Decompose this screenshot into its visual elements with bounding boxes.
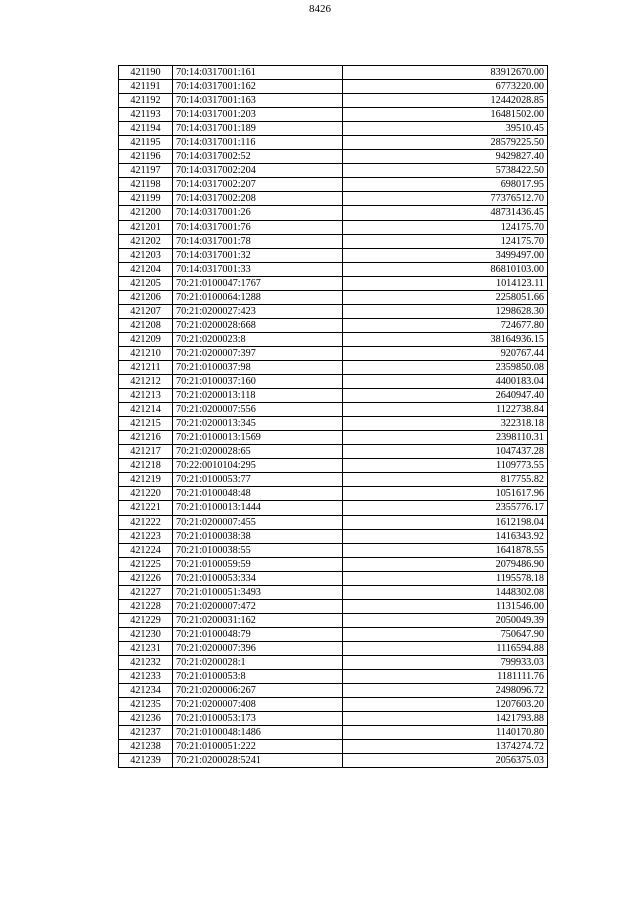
cadastral-number-cell: 70:21:0100051:3493: [173, 585, 343, 599]
cadastral-number-cell: 70:21:0200028:5241: [173, 754, 343, 768]
row-number-cell: 421213: [119, 389, 173, 403]
cadastral-value-table: [118, 65, 548, 768]
cadastral-number-cell: 70:14:0317001:162: [173, 80, 343, 94]
cadastral-value-cell: 1122738.84: [343, 403, 548, 417]
cadastral-value-cell: 1131546.00: [343, 599, 548, 613]
cadastral-number-cell: 70:21:0100053:77: [173, 473, 343, 487]
table-row: [119, 459, 548, 473]
cadastral-value-cell: 2258051.66: [343, 290, 548, 304]
cadastral-value-cell: 1181111.76: [343, 670, 548, 684]
row-number-cell: 421228: [119, 599, 173, 613]
cadastral-value-cell: 38164936.15: [343, 332, 548, 346]
row-number-cell: 421235: [119, 698, 173, 712]
cadastral-number-cell: 70:14:0317001:161: [173, 66, 343, 80]
cadastral-value-cell: 2498096.72: [343, 684, 548, 698]
table-row: [119, 375, 548, 389]
row-number-cell: 421203: [119, 248, 173, 262]
cadastral-number-cell: 70:14:0317001:163: [173, 94, 343, 108]
row-number-cell: 421218: [119, 459, 173, 473]
cadastral-number-cell: 70:22:0010104:295: [173, 459, 343, 473]
table-row: [119, 94, 548, 108]
cadastral-number-cell: 70:14:0317002:204: [173, 164, 343, 178]
cadastral-value-cell: 16481502.00: [343, 108, 548, 122]
row-number-cell: 421225: [119, 557, 173, 571]
cadastral-value-cell: 48731436.45: [343, 206, 548, 220]
cadastral-value-cell: 2050049.39: [343, 613, 548, 627]
cadastral-number-cell: 70:14:0317002:207: [173, 178, 343, 192]
page-number: 8426: [309, 3, 331, 15]
row-number-cell: 421208: [119, 318, 173, 332]
cadastral-value-cell: 2398110.31: [343, 431, 548, 445]
table-row: [119, 80, 548, 94]
table-row: [119, 318, 548, 332]
row-number-cell: 421199: [119, 192, 173, 206]
row-number-cell: 421197: [119, 164, 173, 178]
row-number-cell: 421196: [119, 150, 173, 164]
table-row: [119, 220, 548, 234]
table-row: [119, 136, 548, 150]
cadastral-value-cell: 4400183.04: [343, 375, 548, 389]
row-number-cell: 421202: [119, 234, 173, 248]
row-number-cell: 421207: [119, 304, 173, 318]
row-number-cell: 421229: [119, 613, 173, 627]
cadastral-value-cell: 1641878.55: [343, 543, 548, 557]
cadastral-value-cell: 1109773.55: [343, 459, 548, 473]
row-number-cell: 421224: [119, 543, 173, 557]
cadastral-value-cell: 12442028.85: [343, 94, 548, 108]
cadastral-number-cell: 70:14:0317001:33: [173, 262, 343, 276]
cadastral-number-cell: 70:21:0100037:160: [173, 375, 343, 389]
cadastral-value-cell: 2056375.03: [343, 754, 548, 768]
row-number-cell: 421234: [119, 684, 173, 698]
table-row: [119, 529, 548, 543]
cadastral-value-cell: 750647.90: [343, 627, 548, 641]
cadastral-number-cell: 70:21:0100053:173: [173, 712, 343, 726]
row-number-cell: 421222: [119, 515, 173, 529]
table-row: [119, 613, 548, 627]
table-row: [119, 417, 548, 431]
row-number-cell: 421219: [119, 473, 173, 487]
table-row: [119, 726, 548, 740]
cadastral-number-cell: 70:21:0200007:556: [173, 403, 343, 417]
cadastral-number-cell: 70:14:0317001:26: [173, 206, 343, 220]
cadastral-number-cell: 70:14:0317001:203: [173, 108, 343, 122]
cadastral-value-cell: 3499497.00: [343, 248, 548, 262]
table-row: [119, 360, 548, 374]
table-row: [119, 248, 548, 262]
cadastral-number-cell: 70:21:0100053:8: [173, 670, 343, 684]
cadastral-number-cell: 70:21:0100059:59: [173, 557, 343, 571]
row-number-cell: 421220: [119, 487, 173, 501]
table-row: [119, 431, 548, 445]
cadastral-value-cell: 1047437.28: [343, 445, 548, 459]
cadastral-value-cell: 5738422.50: [343, 164, 548, 178]
cadastral-value-cell: 920767.44: [343, 346, 548, 360]
cadastral-number-cell: 70:21:0100038:55: [173, 543, 343, 557]
cadastral-value-cell: 1421793.88: [343, 712, 548, 726]
cadastral-number-cell: 70:21:0200028:65: [173, 445, 343, 459]
table-row: [119, 473, 548, 487]
row-number-cell: 421214: [119, 403, 173, 417]
cadastral-value-cell: 1612198.04: [343, 515, 548, 529]
table-row: [119, 557, 548, 571]
table-row: [119, 332, 548, 346]
table-row: [119, 599, 548, 613]
table-row: [119, 670, 548, 684]
table-row: [119, 543, 548, 557]
table-row: [119, 655, 548, 669]
table-row: [119, 389, 548, 403]
table-row: [119, 501, 548, 515]
table-row: [119, 66, 548, 80]
cadastral-number-cell: 70:21:0100047:1767: [173, 276, 343, 290]
table-row: [119, 164, 548, 178]
row-number-cell: 421206: [119, 290, 173, 304]
table-row: [119, 304, 548, 318]
row-number-cell: 421204: [119, 262, 173, 276]
row-number-cell: 421231: [119, 641, 173, 655]
table-row: [119, 346, 548, 360]
cadastral-value-cell: 799933.03: [343, 655, 548, 669]
row-number-cell: 421236: [119, 712, 173, 726]
cadastral-number-cell: 70:14:0317001:32: [173, 248, 343, 262]
row-number-cell: 421216: [119, 431, 173, 445]
cadastral-number-cell: 70:21:0200031:162: [173, 613, 343, 627]
cadastral-value-cell: 1374274.72: [343, 740, 548, 754]
cadastral-value-cell: 2355776.17: [343, 501, 548, 515]
row-number-cell: 421201: [119, 220, 173, 234]
cadastral-number-cell: 70:14:0317001:76: [173, 220, 343, 234]
cadastral-value-cell: 83912670.00: [343, 66, 548, 80]
table-row: [119, 290, 548, 304]
table-row: [119, 403, 548, 417]
row-number-cell: 421194: [119, 122, 173, 136]
cadastral-number-cell: 70:21:0100064:1288: [173, 290, 343, 304]
cadastral-number-cell: 70:21:0100038:38: [173, 529, 343, 543]
cadastral-number-cell: 70:21:0100037:98: [173, 360, 343, 374]
row-number-cell: 421205: [119, 276, 173, 290]
cadastral-number-cell: 70:21:0200007:472: [173, 599, 343, 613]
cadastral-number-cell: 70:21:0200007:408: [173, 698, 343, 712]
row-number-cell: 421209: [119, 332, 173, 346]
cadastral-number-cell: 70:21:0100048:1486: [173, 726, 343, 740]
row-number-cell: 421237: [119, 726, 173, 740]
cadastral-value-cell: 1416343.92: [343, 529, 548, 543]
row-number-cell: 421223: [119, 529, 173, 543]
row-number-cell: 421227: [119, 585, 173, 599]
cadastral-number-cell: 70:21:0200028:1: [173, 655, 343, 669]
row-number-cell: 421238: [119, 740, 173, 754]
table-row: [119, 754, 548, 768]
row-number-cell: 421226: [119, 571, 173, 585]
cadastral-value-cell: 86810103.00: [343, 262, 548, 276]
cadastral-value-cell: 1298628.30: [343, 304, 548, 318]
cadastral-number-cell: 70:21:0200007:397: [173, 346, 343, 360]
row-number-cell: 421210: [119, 346, 173, 360]
table-row: [119, 684, 548, 698]
cadastral-number-cell: 70:14:0317002:52: [173, 150, 343, 164]
row-number-cell: 421193: [119, 108, 173, 122]
row-number-cell: 421211: [119, 360, 173, 374]
cadastral-value-cell: 77376512.70: [343, 192, 548, 206]
table-row: [119, 740, 548, 754]
cadastral-number-cell: 70:14:0317001:189: [173, 122, 343, 136]
cadastral-value-cell: 322318.18: [343, 417, 548, 431]
cadastral-number-cell: 70:14:0317001:116: [173, 136, 343, 150]
table-row: [119, 234, 548, 248]
cadastral-number-cell: 70:21:0200013:118: [173, 389, 343, 403]
cadastral-value-cell: 1195578.18: [343, 571, 548, 585]
table-row: [119, 122, 548, 136]
cadastral-value-cell: 2079486.90: [343, 557, 548, 571]
cadastral-value-cell: 817755.82: [343, 473, 548, 487]
table-row: [119, 178, 548, 192]
cadastral-value-cell: 28579225.50: [343, 136, 548, 150]
cadastral-value-cell: 124175.70: [343, 234, 548, 248]
row-number-cell: 421190: [119, 66, 173, 80]
cadastral-value-cell: 1051617.96: [343, 487, 548, 501]
row-number-cell: 421239: [119, 754, 173, 768]
cadastral-value-cell: 2359850.08: [343, 360, 548, 374]
cadastral-value-cell: 124175.70: [343, 220, 548, 234]
cadastral-value-cell: 1448302.08: [343, 585, 548, 599]
row-number-cell: 421221: [119, 501, 173, 515]
cadastral-number-cell: 70:21:0200006:267: [173, 684, 343, 698]
cadastral-value-cell: 698017.95: [343, 178, 548, 192]
cadastral-value-cell: 1014123.11: [343, 276, 548, 290]
table-row: [119, 262, 548, 276]
row-number-cell: 421200: [119, 206, 173, 220]
table-row: [119, 571, 548, 585]
table-row: [119, 712, 548, 726]
cadastral-number-cell: 70:21:0100013:1569: [173, 431, 343, 445]
cadastral-number-cell: 70:21:0200007:455: [173, 515, 343, 529]
row-number-cell: 421198: [119, 178, 173, 192]
table-row: [119, 276, 548, 290]
cadastral-value-cell: 1140170.80: [343, 726, 548, 740]
table-row: [119, 627, 548, 641]
cadastral-value-cell: 39510.45: [343, 122, 548, 136]
table-row: [119, 515, 548, 529]
cadastral-number-cell: 70:21:0200028:668: [173, 318, 343, 332]
cadastral-number-cell: 70:21:0200023:8: [173, 332, 343, 346]
cadastral-number-cell: 70:14:0317002:208: [173, 192, 343, 206]
row-number-cell: 421195: [119, 136, 173, 150]
row-number-cell: 421217: [119, 445, 173, 459]
row-number-cell: 421230: [119, 627, 173, 641]
row-number-cell: 421215: [119, 417, 173, 431]
table-row: [119, 206, 548, 220]
row-number-cell: 421233: [119, 670, 173, 684]
table-row: [119, 585, 548, 599]
row-number-cell: 421192: [119, 94, 173, 108]
cadastral-value-cell: 1116594.88: [343, 641, 548, 655]
cadastral-value-cell: 9429827.40: [343, 150, 548, 164]
cadastral-number-cell: 70:21:0100053:334: [173, 571, 343, 585]
cadastral-number-cell: 70:21:0100051:222: [173, 740, 343, 754]
row-number-cell: 421212: [119, 375, 173, 389]
table-row: [119, 108, 548, 122]
cadastral-number-cell: 70:21:0100013:1444: [173, 501, 343, 515]
row-number-cell: 421191: [119, 80, 173, 94]
table-body: [119, 66, 548, 768]
table-row: [119, 150, 548, 164]
cadastral-number-cell: 70:21:0100048:79: [173, 627, 343, 641]
cadastral-number-cell: 70:21:0200007:396: [173, 641, 343, 655]
cadastral-number-cell: 70:21:0200013:345: [173, 417, 343, 431]
table-row: [119, 192, 548, 206]
row-number-cell: 421232: [119, 655, 173, 669]
table-row: [119, 641, 548, 655]
table-row: [119, 698, 548, 712]
table-row: [119, 487, 548, 501]
cadastral-number-cell: 70:14:0317001:78: [173, 234, 343, 248]
cadastral-value-cell: 724677.80: [343, 318, 548, 332]
cadastral-value-cell: 6773220.00: [343, 80, 548, 94]
cadastral-value-cell: 1207603.20: [343, 698, 548, 712]
cadastral-value-cell: 2640947.40: [343, 389, 548, 403]
table-row: [119, 445, 548, 459]
cadastral-number-cell: 70:21:0200027:423: [173, 304, 343, 318]
cadastral-number-cell: 70:21:0100048:48: [173, 487, 343, 501]
